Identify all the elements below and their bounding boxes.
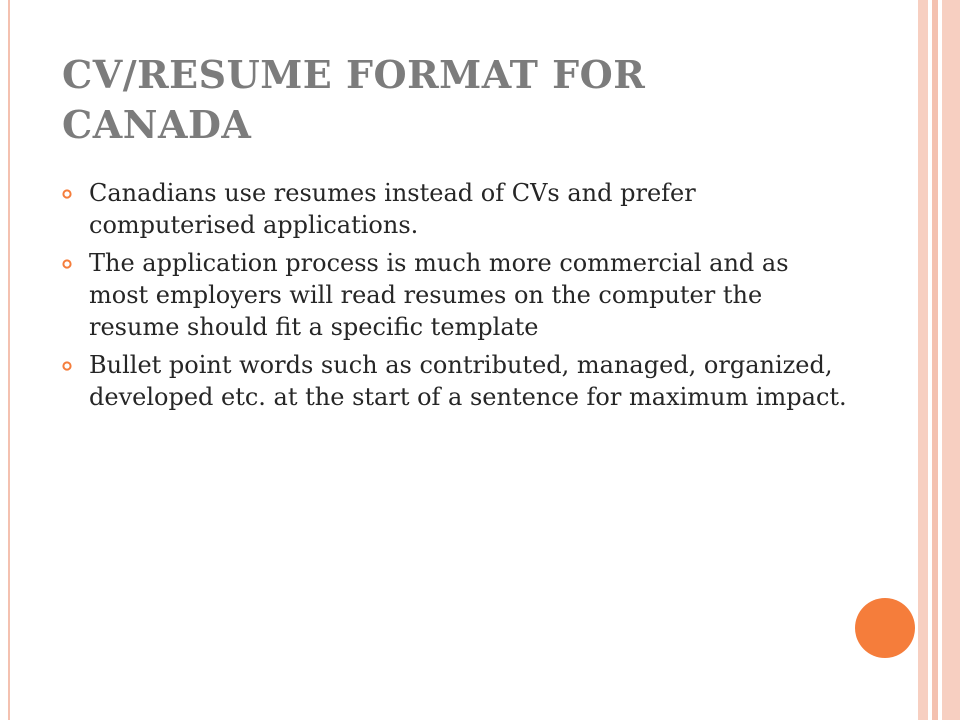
bullet-list [62, 177, 852, 419]
right-stripe [918, 0, 928, 720]
bullet-text: Bullet point words such as contributed, managed, organized, developed etc. at the start of a sentence for maximum impact. [89, 351, 847, 411]
accent-circle [855, 598, 915, 658]
ring-bullet-icon [62, 361, 72, 371]
bullet-item [62, 247, 852, 343]
bullet-item [62, 349, 852, 413]
bullet-text: Canadians use resumes instead of CVs and prefer computerised applications. [89, 179, 696, 239]
slide-title: CV/RESUME FORMAT FOR CANADA [62, 52, 646, 147]
right-stripe [942, 0, 960, 720]
ring-bullet-icon [62, 189, 72, 199]
bullet-item [62, 177, 852, 241]
ring-bullet-icon [62, 259, 72, 269]
left-border-line [8, 0, 10, 720]
bullet-text: The application process is much more commercial and as most employers will read resumes on the computer the resume should fit a specific template [89, 249, 789, 341]
